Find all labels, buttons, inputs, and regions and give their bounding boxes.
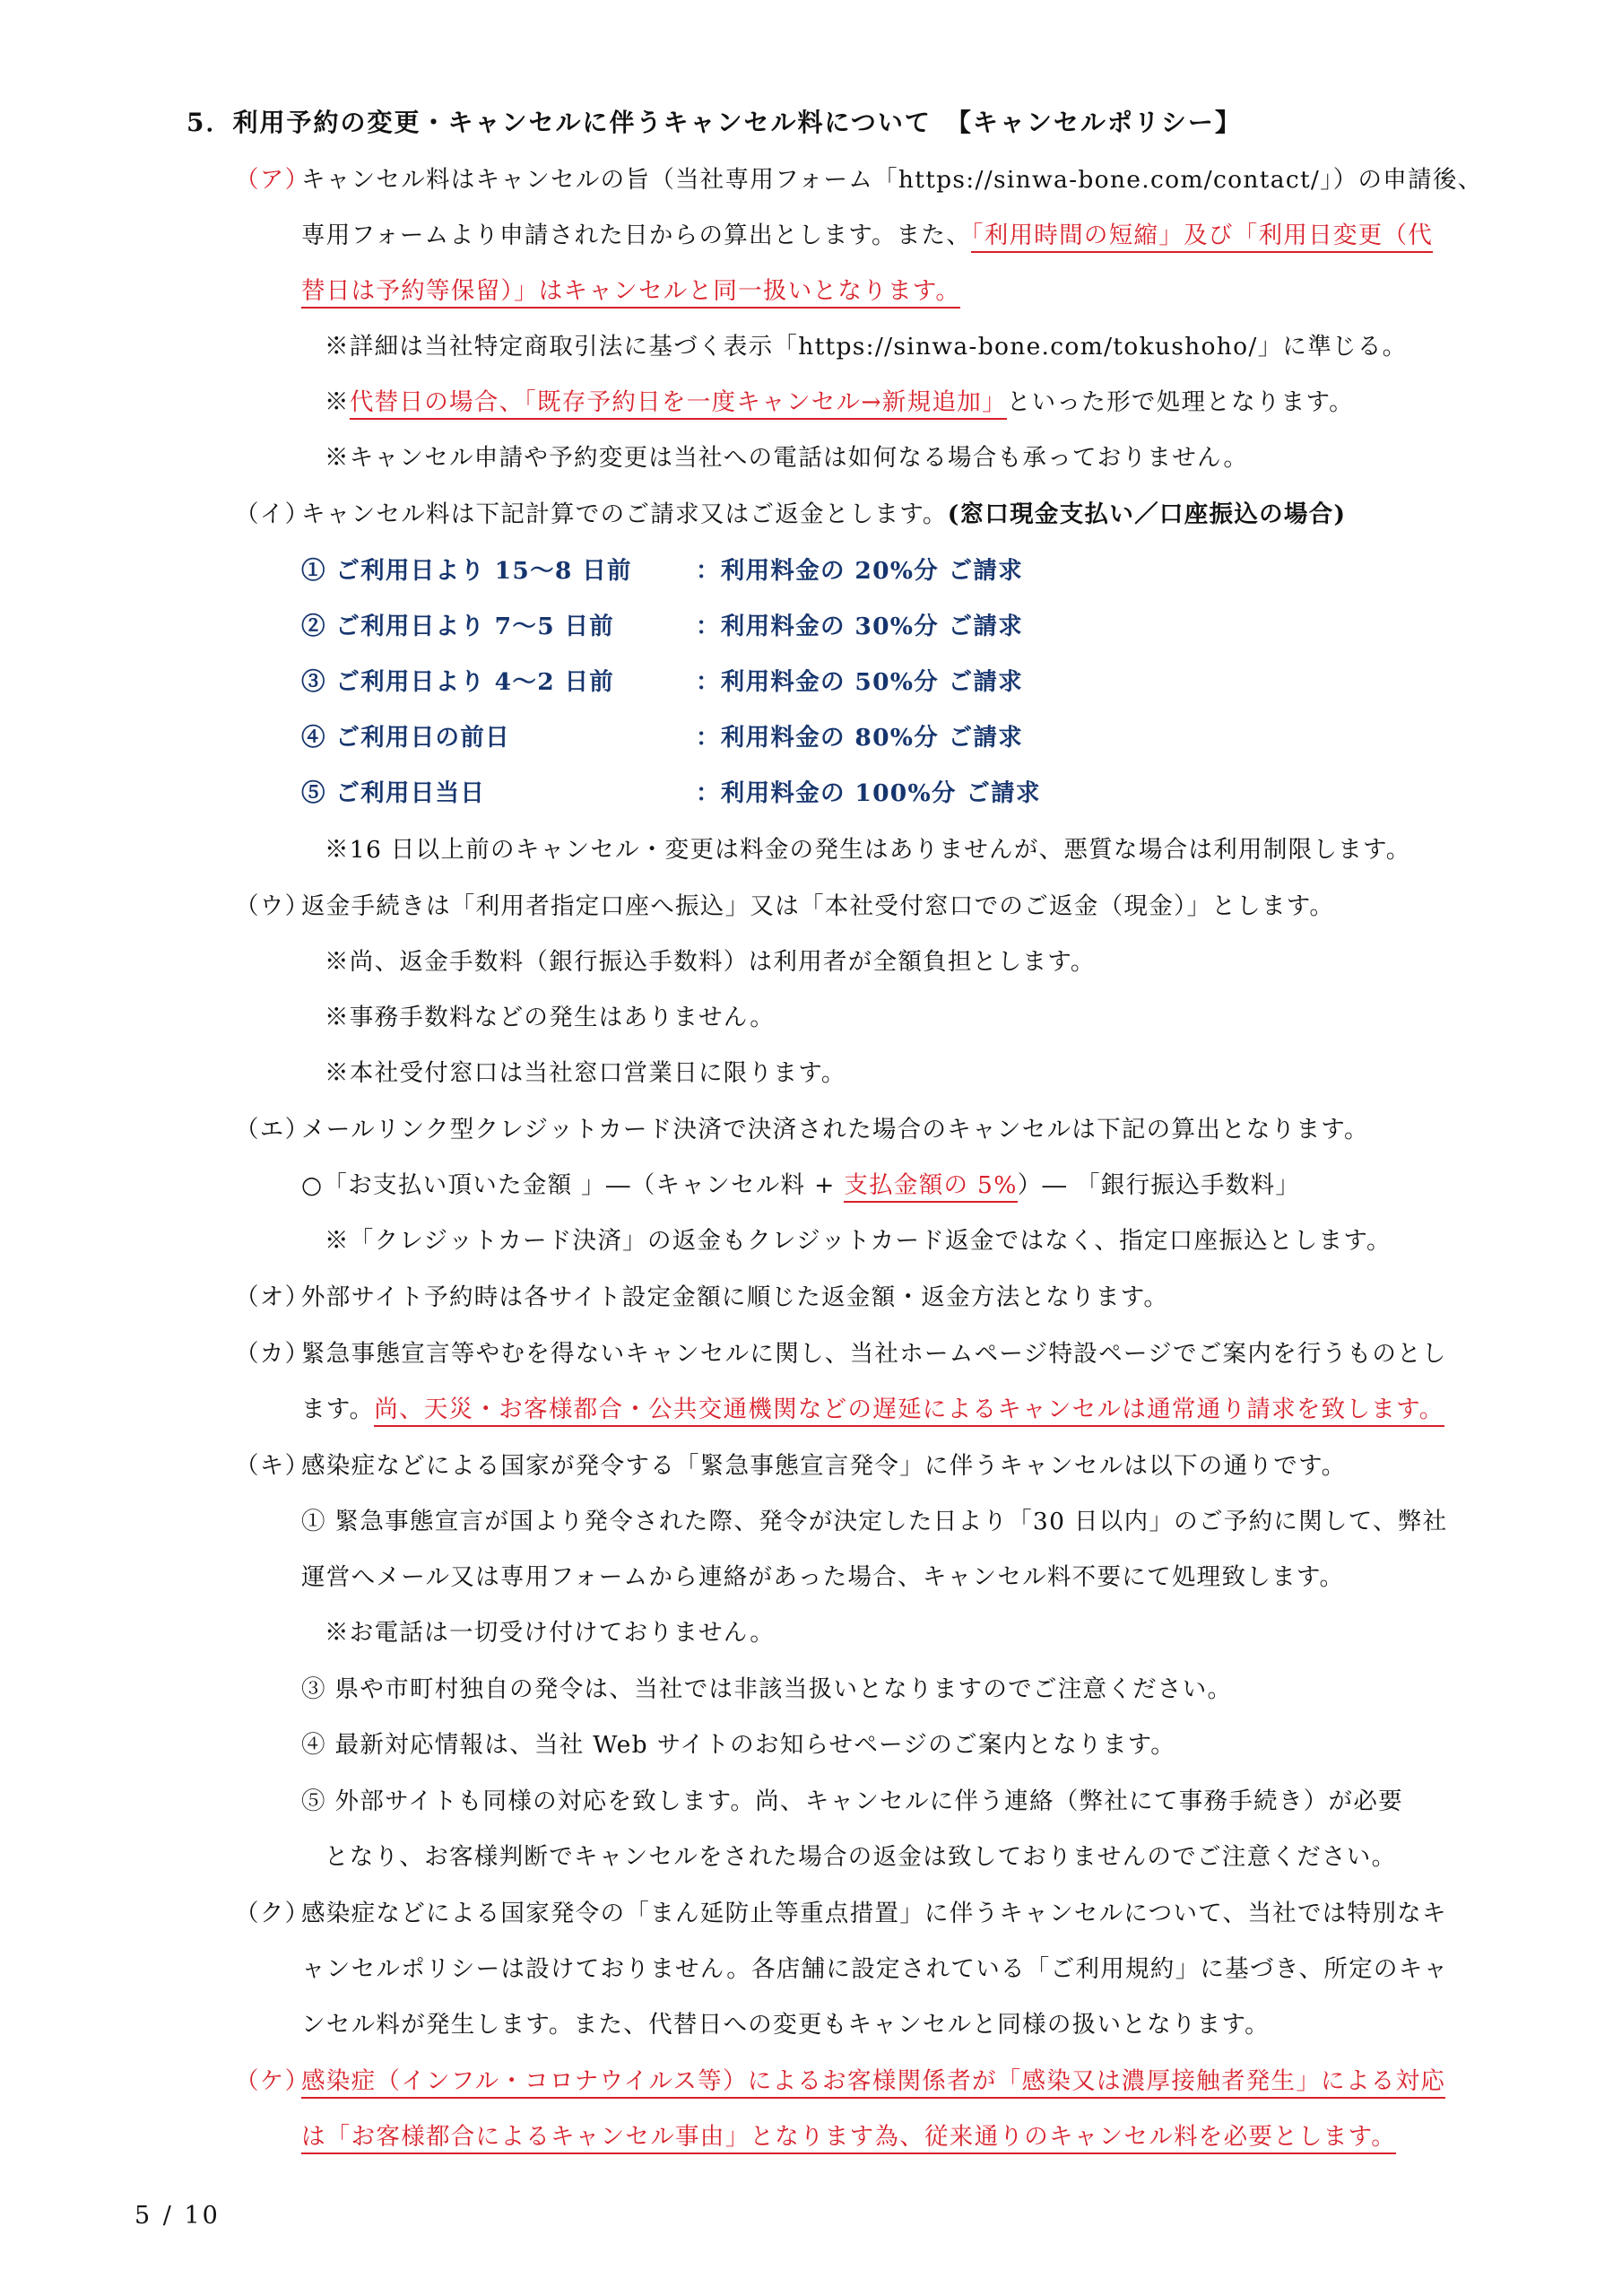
item-a-line2-plain: 専用フォームより申請された日からの算出とします。また、 <box>301 222 972 249</box>
item-ki-label: （キ） <box>235 1452 310 1480</box>
item-ki-item1-note: ※お電話は一切受け付けておりません。 <box>325 1619 775 1647</box>
fee-charge-4: ：利用料金の 80%分 ご請求 <box>696 724 1024 752</box>
item-e-note: ※「クレジットカード決済」の返金もクレジットカード返金ではなく、指定口座振込とします。 <box>325 1227 1392 1255</box>
item-ki-item5-b: となり、お客様判断でキャンセルをされた場合の返金は致しておりませんのでご注意ください。 <box>325 1843 1397 1871</box>
fee-charge-2: ：利用料金の 30%分 ご請求 <box>696 613 1024 640</box>
item-a-label: （ア） <box>235 166 310 194</box>
item-ku-line2: ャンセルポリシーは設けておりません。各店舗に設定されている「ご利用規約」に基づき、所定のキャ <box>301 1955 1449 1983</box>
item-e-formula-start: ○「お支払い頂いた金額 」―（キャンセル料 + <box>301 1171 845 1199</box>
item-ke-line2-wrap <box>301 2120 1396 2154</box>
item-e-line1: メールリンク型クレジットカード決済で決済された場合のキャンセルは下記の算出となります。 <box>301 1116 1369 1144</box>
item-ke-line1-wrap <box>301 2065 1445 2099</box>
item-ka-line2-emphasis: 尚、天災・お客様都合・公共交通機関などの遅延によるキャンセルは通常通り請求を致します。 <box>374 1396 1444 1427</box>
fee-when-2: ② ご利用日より 7～5 日前 <box>301 613 615 640</box>
item-o-label: （オ） <box>235 1283 310 1311</box>
item-i-line1-bold: (窓口現金支払い／口座振込の場合) <box>947 500 1347 528</box>
fee-when-1: ① ご利用日より 15～8 日前 <box>301 557 632 585</box>
item-a-note2-mark: ※ <box>325 388 350 416</box>
item-u-line1: 返金手続きは「利用者指定口座へ振込」又は「本社受付窓口でのご返金（現金）」とします。 <box>301 892 1335 920</box>
item-u-note1: ※尚、返金手数料（銀行振込手数料）は利用者が全額負担とします。 <box>325 948 1096 976</box>
section-title: 5．利用予約の変更・キャンセルに伴うキャンセル料について 【キャンセルポリシー】 <box>186 108 1242 137</box>
item-i-line1 <box>301 498 1346 532</box>
item-ke-line1: 感染症（インフル・コロナウイルス等）によるお客様関係者が「感染又は濃厚接触者発生」による対応 <box>301 2067 1445 2099</box>
item-i-line1-plain: キャンセル料は下記計算でのご請求又はご返金とします。 <box>301 500 948 528</box>
fee-when-4: ④ ご利用日の前日 <box>301 724 510 752</box>
item-a-line3-emphasis: 替日は予約等保留）」はキャンセルと同一扱いとなります。 <box>301 277 960 309</box>
item-a-line2 <box>301 219 1433 253</box>
item-a-line1: キャンセル料はキャンセルの旨（当社専用フォーム「https://sinwa-bone.com/contact/」）の申請後、 <box>301 166 1483 194</box>
fee-charge-1: ：利用料金の 20%分 ご請求 <box>696 557 1024 585</box>
item-a-note2-plain: といった形で処理となります。 <box>1006 388 1354 416</box>
item-ki-item3: ③ 県や市町村独自の発令は、当社では非該当扱いとなりますのでご注意ください。 <box>301 1675 1233 1703</box>
item-a-note1: ※詳細は当社特定商取引法に基づく表示「https://sinwa-bone.com/tokushoho/」に準じる。 <box>325 333 1408 361</box>
item-i-label: （イ） <box>235 500 310 528</box>
item-ke-label: （ケ） <box>235 2067 310 2095</box>
item-ku-line3: ンセル料が発生します。また、代替日への変更もキャンセルと同様の扱いとなります。 <box>301 2011 1270 2039</box>
item-ki-line1: 感染症などによる国家が発令する「緊急事態宣言発令」に伴うキャンセルは以下の通りです。 <box>301 1452 1347 1480</box>
item-ke-line2: は「お客様都合によるキャンセル事由」となります為、従来通りのキャンセル料を必要とします。 <box>301 2123 1396 2154</box>
item-ku-line1: 感染症などによる国家発令の「まん延防止等重点措置」に伴うキャンセルについて、当社では特別なキ <box>301 1900 1447 1927</box>
item-a-line3 <box>301 274 960 309</box>
item-u-note3: ※本社受付窓口は当社窓口営業日に限ります。 <box>325 1059 846 1087</box>
item-ki-item1-b: 運営へメール又は専用フォームから連絡があった場合、キャンセル料不要にて処理致します。 <box>301 1563 1345 1591</box>
item-e-label: （エ） <box>235 1116 310 1144</box>
item-ka-line2-plain: ます。 <box>301 1396 375 1423</box>
item-o-line1: 外部サイト予約時は各サイト設定金額に順じた返金額・返金方法となります。 <box>301 1283 1169 1311</box>
item-i-note: ※16 日以上前のキャンセル・変更は料金の発生はありませんが、悪質な場合は利用制限します。 <box>325 836 1411 864</box>
fee-when-5: ⑤ ご利用日当日 <box>301 779 486 807</box>
item-e-formula-end: ）― 「銀行振込手数料」 <box>1017 1171 1301 1199</box>
item-ka-label: （カ） <box>235 1340 310 1368</box>
item-ki-item4: ④ 最新対応情報は、当社 Web サイトのお知らせページのご案内となります。 <box>301 1731 1176 1759</box>
item-ka-line2 <box>301 1393 1444 1427</box>
item-ki-item1-a: ① 緊急事態宣言が国より発令された際、発令が決定した日より「30 日以内」のご予約に関して、弊社 <box>301 1508 1448 1535</box>
item-a-note2-emphasis: 代替日の場合、「既存予約日を一度キャンセル→新規追加」 <box>350 388 1007 420</box>
item-u-note2: ※事務手数料などの発生はありません。 <box>325 1004 775 1031</box>
item-e-formula-emphasis: 支払金額の 5% <box>844 1171 1017 1203</box>
item-u-label: （ウ） <box>235 892 310 920</box>
fee-charge-3: ：利用料金の 50%分 ご請求 <box>696 668 1024 696</box>
item-a-note3: ※キャンセル申請や予約変更は当社への電話は如何なる場合も承っておりません。 <box>325 444 1249 472</box>
page-number: 5 / 10 <box>134 2202 221 2230</box>
item-e-formula <box>301 1169 1300 1203</box>
fee-charge-5: ：利用料金の 100%分 ご請求 <box>696 779 1041 807</box>
item-a-line2-emphasis: 「利用時間の短縮」及び「利用日変更（代 <box>971 222 1433 253</box>
fee-when-3: ③ ご利用日より 4～2 日前 <box>301 668 615 696</box>
item-ki-item5-a: ⑤ 外部サイトも同様の対応を致します。尚、キャンセルに伴う連絡（弊社にて事務手続き）が必要 <box>301 1787 1403 1815</box>
item-ka-line1: 緊急事態宣言等やむを得ないキャンセルに関し、当社ホームページ特設ページでご案内を行うものとし <box>301 1340 1447 1368</box>
item-ku-label: （ク） <box>235 1900 310 1927</box>
item-a-note2 <box>325 386 1354 420</box>
